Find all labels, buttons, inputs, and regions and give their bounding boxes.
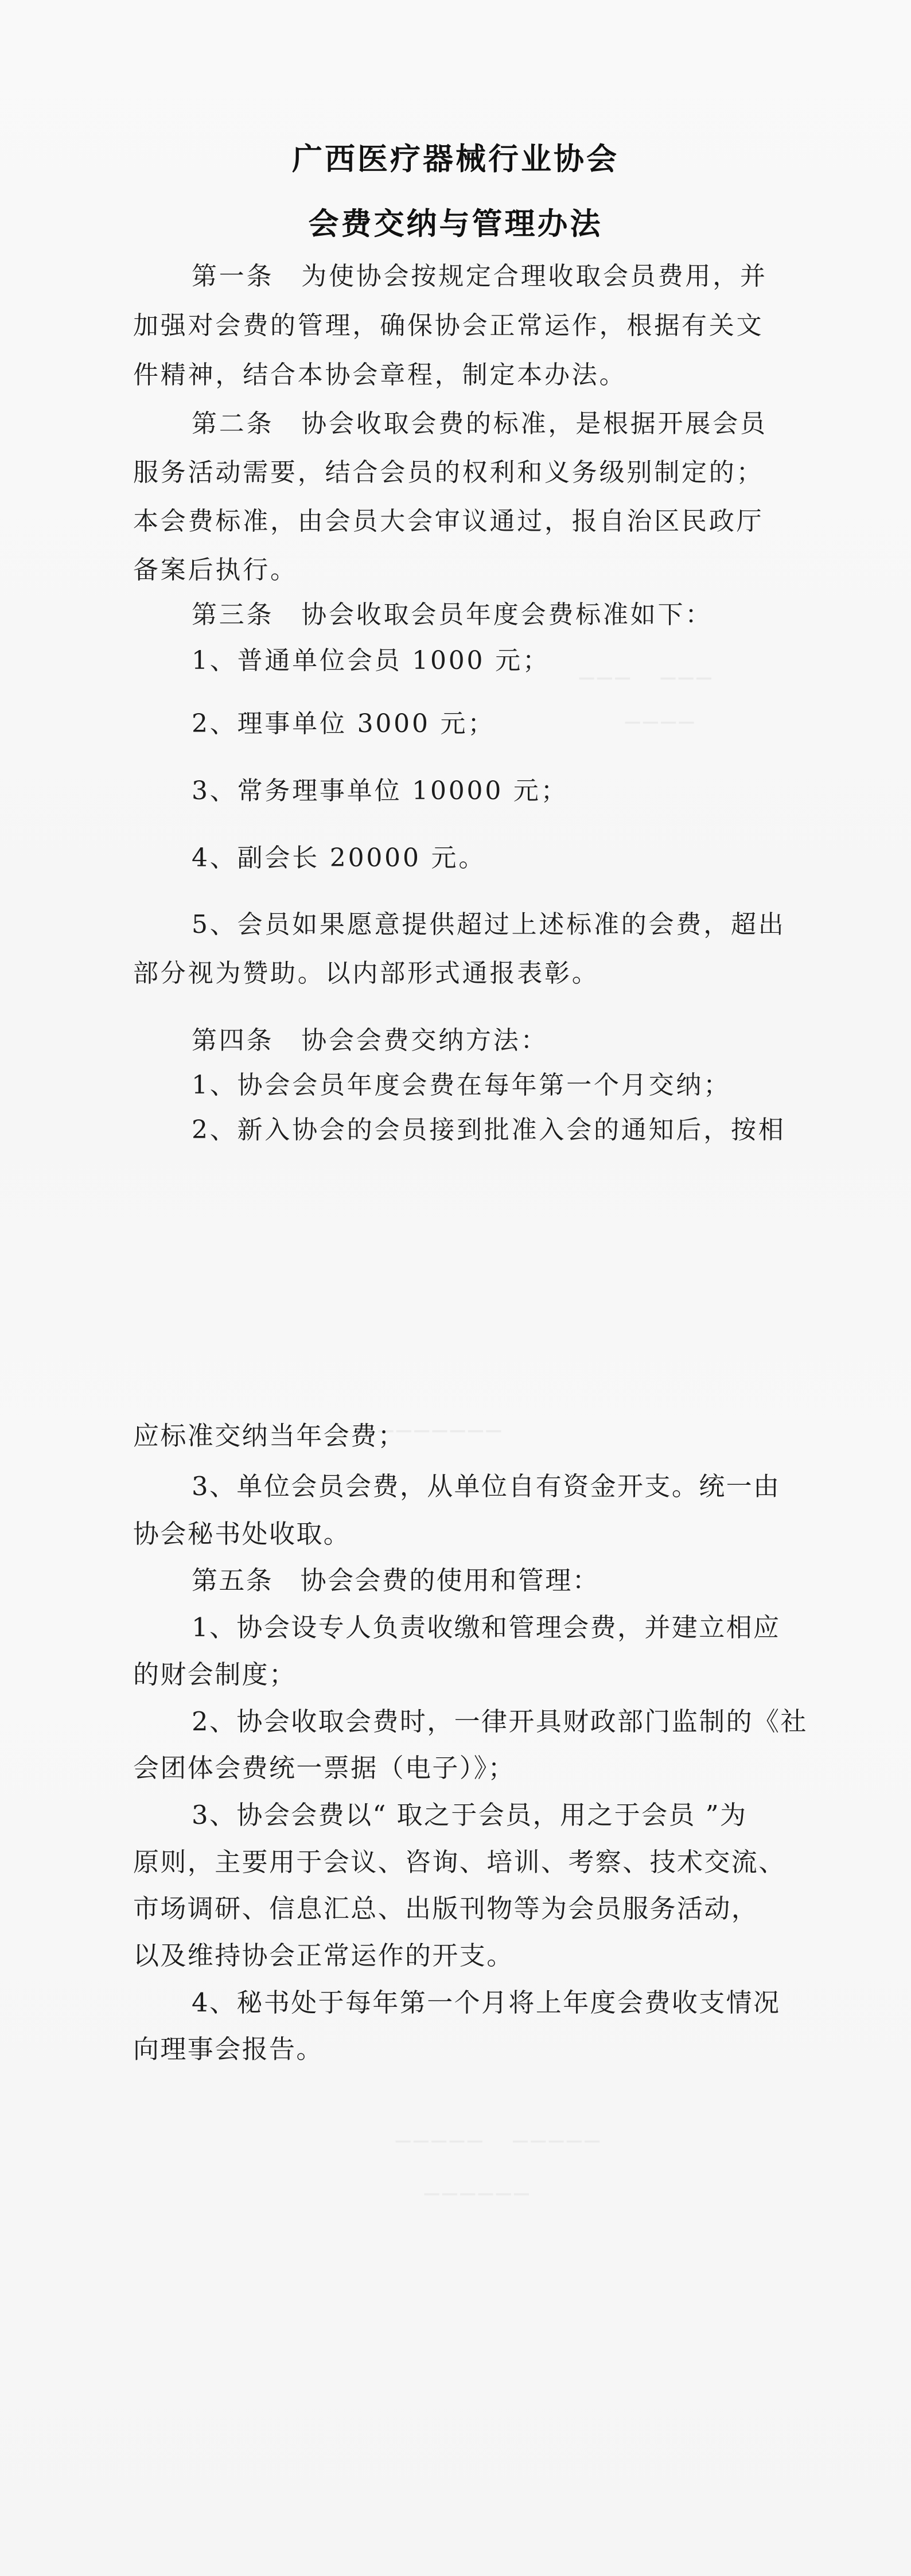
management-item-3-line-1: 3、协会会费以“ 取之于会员，用之于会员 ”为 [192,1800,748,1830]
document-title-line-1: 广西医疗器械行业协会 [292,141,619,177]
article-2-line-3: 本会费标准，由会员大会审议通过，报自治区民政厅 [133,507,764,536]
show-through-mark: ───── ───── [396,2127,603,2155]
fee-item-1: 1、普通单位会员 1000 元； [192,646,550,675]
article-3-heading: 第三条 协会收取会员年度会费标准如下： [192,600,713,629]
fee-item-2: 2、理事单位 3000 元； [192,709,496,738]
payment-item-3-line-1: 3、单位会员会费，从单位自有资金开支。统一由 [192,1471,781,1501]
management-item-3-line-4: 以及维持协会正常运作的开支。 [133,1940,514,1971]
show-through-mark: ─── ─── [579,664,715,692]
fee-item-5-line-1: 5、会员如果愿意提供超过上述标准的会费，超出 [192,910,786,939]
payment-item-3-line-2: 协会秘书处收取。 [133,1519,351,1549]
article-1-line-1: 第一条 为使协会按规定合理收取会员费用，并 [192,262,768,291]
payment-item-2-line-2: 应标准交纳当年会费； [133,1421,406,1451]
management-item-1-line-1: 1、协会设专人负责收缴和管理会费，并建立相应 [192,1612,781,1643]
article-1-line-3: 件精神，结合本协会章程，制定本办法。 [133,360,627,390]
show-through-mark: ──── [625,709,698,737]
management-item-2-line-1: 2、协会收取会费时，一律开具财政部门监制的《社 [192,1706,808,1737]
fee-item-3: 3、常务理事单位 10000 元； [192,776,569,806]
management-item-4-line-1: 4、秘书处于每年第一个月将上年度会费收支情况 [192,1987,781,2018]
article-1-line-2: 加强对会费的管理，确保协会正常运作，根据有关文 [133,311,764,340]
fee-item-4: 4、副会长 20000 元。 [192,843,486,873]
payment-item-1: 1、协会会员年度会费在每年第一个月交纳； [192,1071,731,1100]
management-item-3-line-3: 市场调研、信息汇总、出版刊物等为会员服务活动， [133,1893,759,1924]
article-5-heading: 第五条 协会会费的使用和管理： [192,1565,600,1596]
article-2-line-2: 服务活动需要，结合会员的权利和义务级别制定的； [133,458,764,487]
article-4-heading: 第四条 协会会费交纳方法： [192,1026,548,1055]
management-item-4-line-2: 向理事会报告。 [133,2034,324,2064]
management-item-3-line-2: 原则，主要用于会议、咨询、培训、考察、技术交流、 [133,1847,786,1877]
show-through-mark: ─────── [379,1417,505,1445]
fee-item-5-line-2: 部分视为赞助。以内部形式通报表彰。 [133,959,599,988]
management-item-2-line-2: 会团体会费统一票据（电子）》； [133,1753,516,1783]
article-2-line-1: 第二条 协会收取会费的标准，是根据开展会员 [192,409,768,438]
management-item-1-line-2: 的财会制度； [133,1659,297,1690]
article-2-line-4: 备案后执行。 [133,555,298,585]
payment-item-2-line-1: 2、新入协会的会员接到批准入会的通知后，按相 [192,1115,786,1145]
document-title-line-2: 会费交纳与管理办法 [308,206,603,242]
show-through-mark: ────── [425,2180,532,2208]
